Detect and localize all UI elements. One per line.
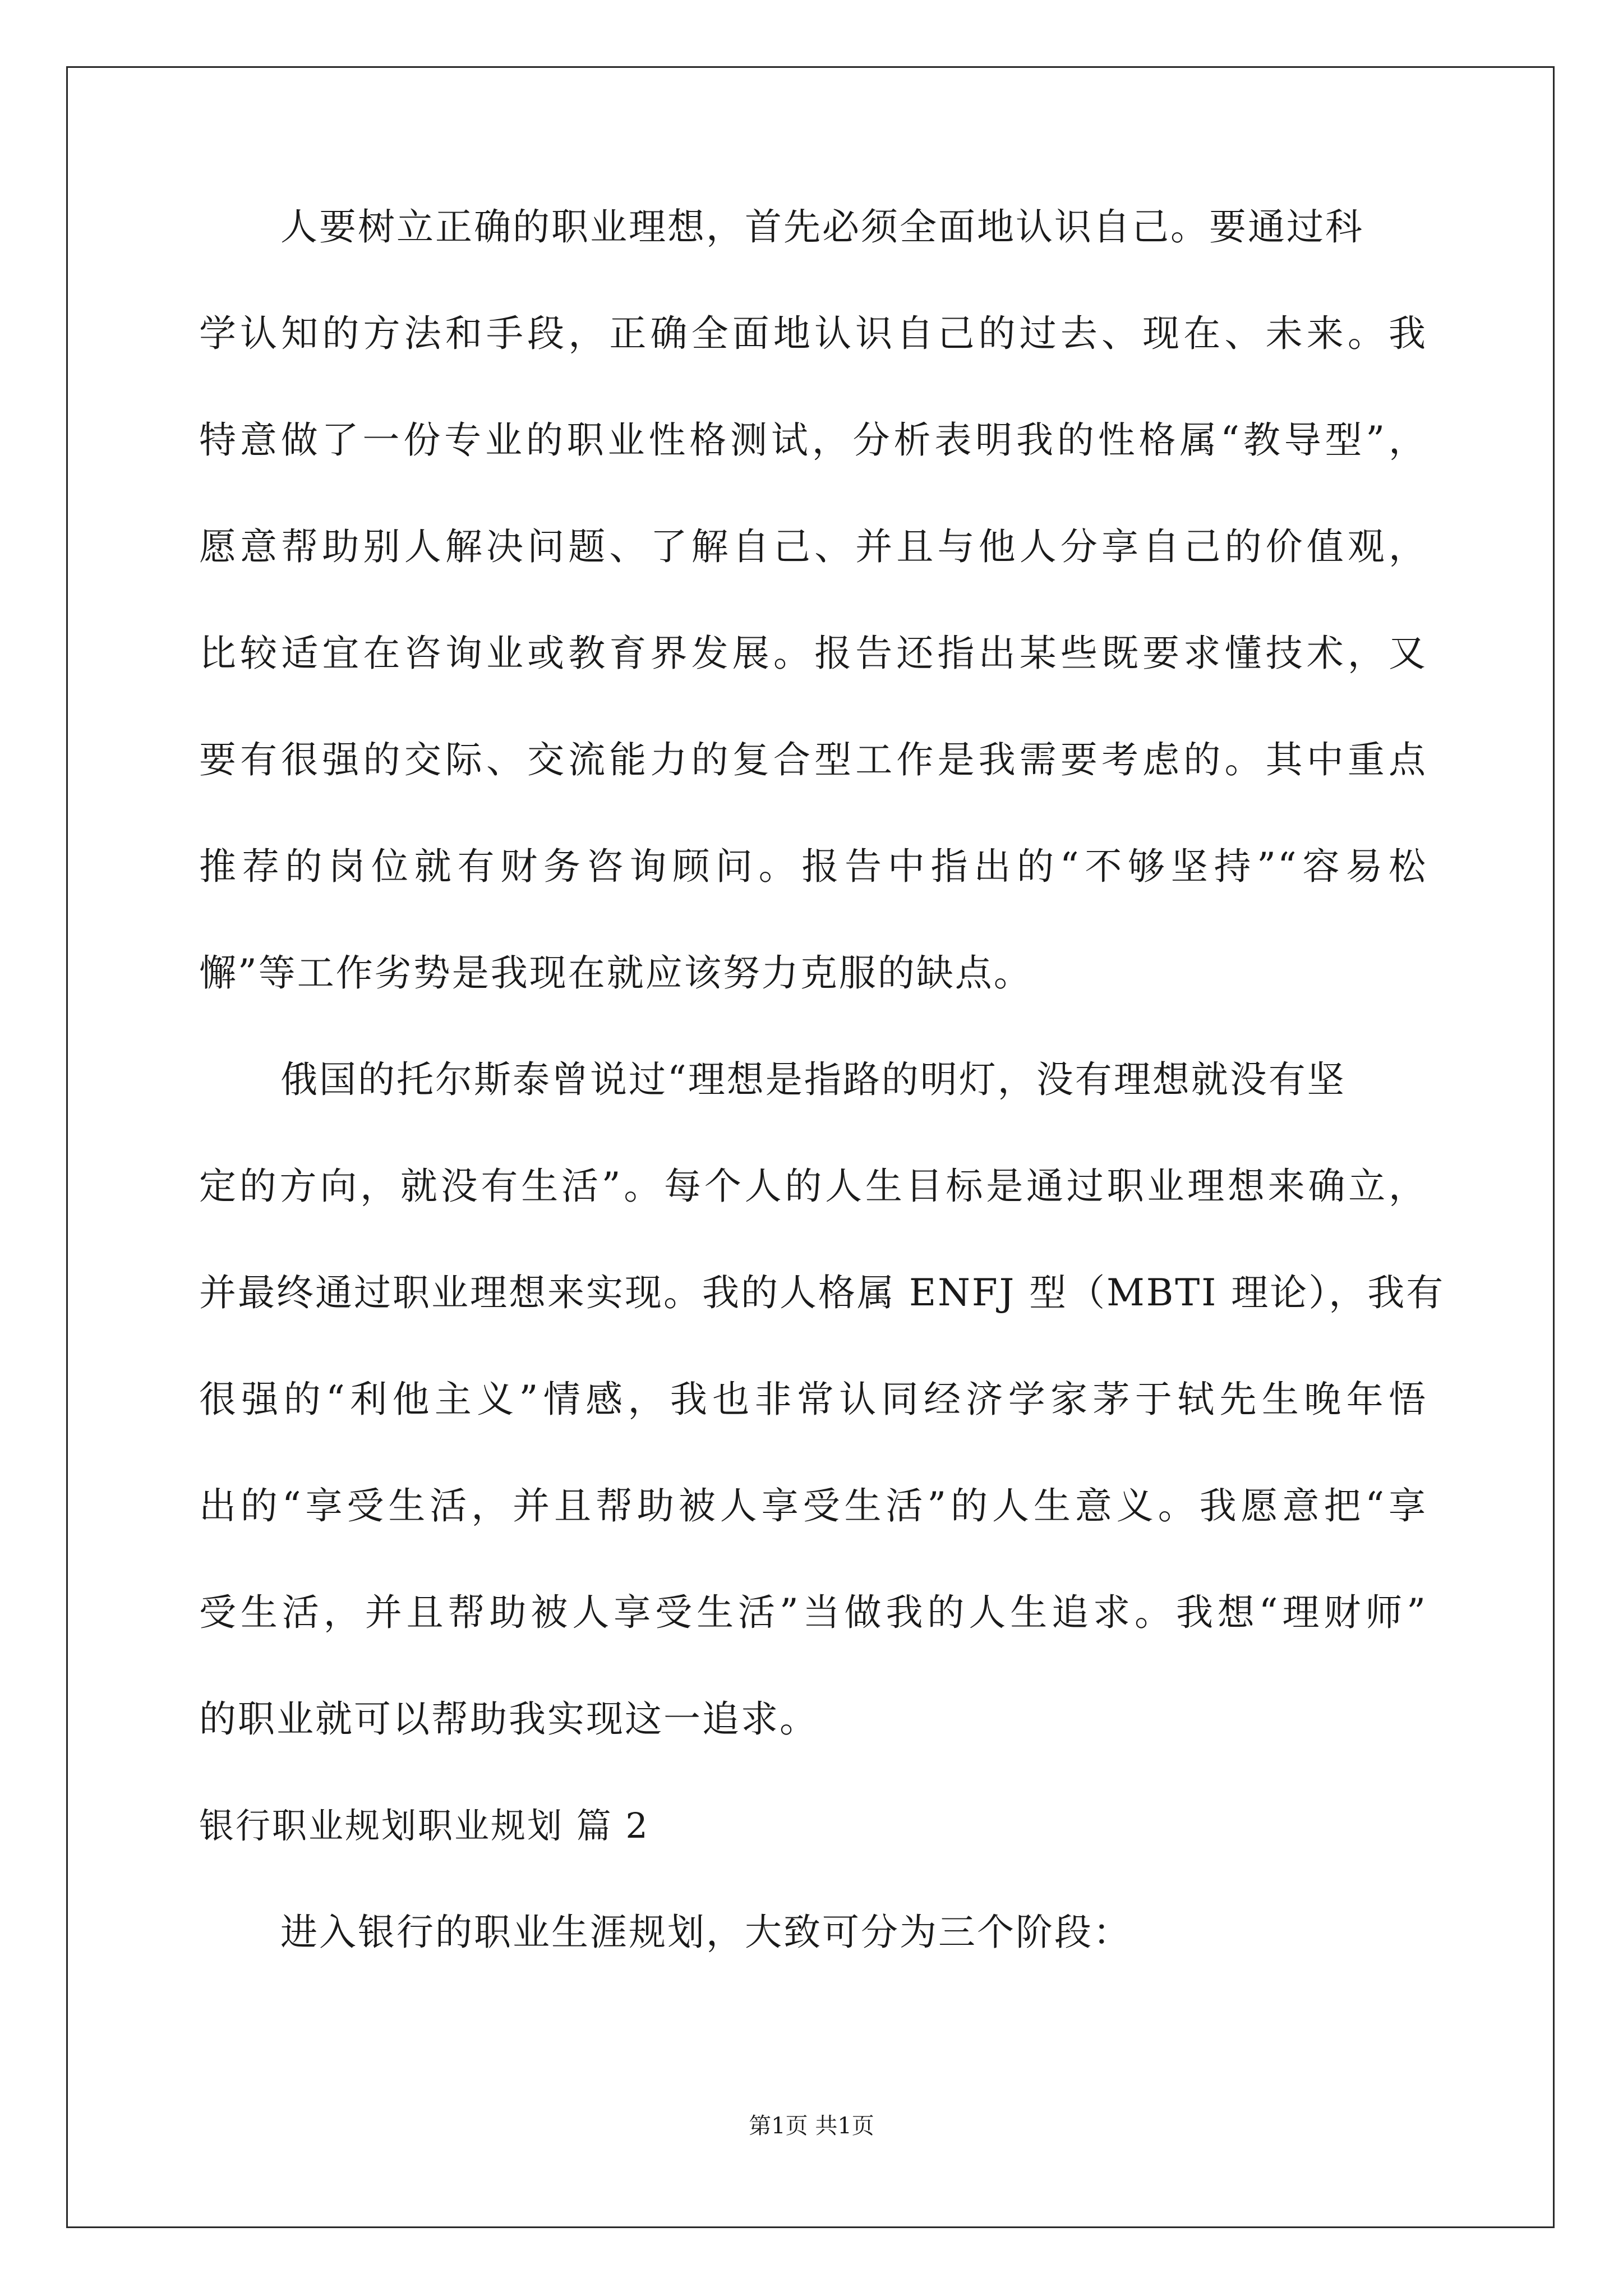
paragraph-3-line-1: 进入银行的职业生涯规划，大致可分为三个阶段：: [280, 1911, 1132, 1954]
paragraph-2-line-4: 很强的“利他主义”情感，我也非常认同经济学家茅于轼先生晚年悟: [199, 1378, 1427, 1421]
section-heading: 银行职业规划职业规划 篇 2: [199, 1805, 649, 1846]
paragraph-1-line-3: 特意做了一份专业的职业性格测试，分析表明我的性格属“教导型”，: [199, 418, 1427, 462]
paragraph-2-line-7: 的职业就可以帮助我实现这一追求。: [199, 1697, 818, 1741]
paragraph-2-line-2: 定的方向，就没有生活”。每个人的人生目标是通过职业理想来确立，: [199, 1165, 1427, 1208]
page-border: [66, 66, 1555, 2228]
paragraph-1-line-6: 要有很强的交际、交流能力的复合型工作是我需要考虑的。其中重点: [199, 738, 1427, 781]
paragraph-1-line-8: 懈”等工作劣势是我现在就应该努力克服的缺点。: [199, 951, 1032, 995]
paragraph-2-line-6: 受生活，并且帮助被人享受生活”当做我的人生追求。我想“理财师”: [199, 1591, 1427, 1634]
paragraph-1-line-7: 推荐的岗位就有财务咨询顾问。报告中指出的“不够坚持”“容易松: [199, 845, 1427, 888]
page-footer: 第1页 共1页: [749, 2113, 874, 2139]
paragraph-2-line-5: 出的“享受生活，并且帮助被人享受生活”的人生意义。我愿意把“享: [199, 1484, 1427, 1527]
paragraph-2-line-3: 并最终通过职业理想来实现。我的人格属 ENFJ 型（MBTI 理论），我有: [199, 1271, 1445, 1314]
paragraph-1-line-4: 愿意帮助别人解决问题、了解自己、并且与他人分享自己的价值观，: [199, 525, 1427, 568]
paragraph-1-line-1: 人要树立正确的职业理想，首先必须全面地认识自己。要通过科: [280, 205, 1364, 249]
paragraph-2-line-1: 俄国的托尔斯泰曾说过“理想是指路的明灯，没有理想就没有坚: [280, 1058, 1346, 1101]
paragraph-1-line-5: 比较适宜在咨询业或教育界发展。报告还指出某些既要求懂技术，又: [199, 632, 1427, 675]
paragraph-1-line-2: 学认知的方法和手段，正确全面地认识自己的过去、现在、未来。我: [199, 312, 1427, 355]
